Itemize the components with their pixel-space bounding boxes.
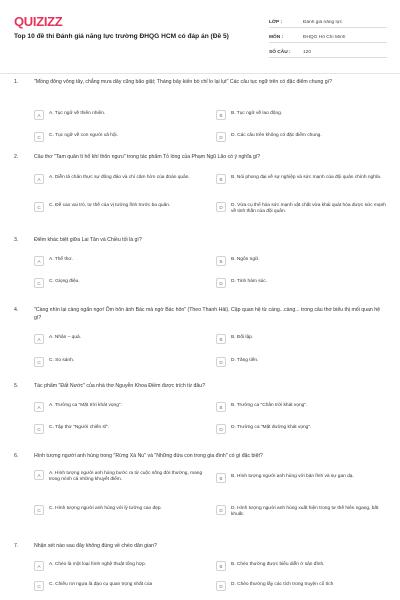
question-2 bbox=[0, 154, 400, 237]
question-text: Điểm khác biệt giữa Lai Tân và Chiều tối là gì? bbox=[34, 237, 142, 243]
meta-value: 120 bbox=[303, 50, 312, 55]
option-b[interactable] bbox=[216, 174, 392, 184]
worksheet-header bbox=[0, 0, 400, 62]
option-c[interactable] bbox=[34, 357, 210, 367]
option-text: B. Ngôn ngữ. bbox=[231, 257, 260, 262]
option-letter-badge: C bbox=[34, 132, 44, 142]
option-b[interactable] bbox=[216, 256, 392, 266]
option-letter-badge: C bbox=[34, 424, 44, 434]
question-number: 3. bbox=[14, 237, 19, 243]
option-a[interactable] bbox=[34, 402, 210, 412]
option-text: C. Hình tượng người anh hùng với lý tưởng cao đẹp. bbox=[49, 506, 162, 511]
option-c[interactable] bbox=[34, 424, 210, 434]
meta-value: ĐHQG Hồ Chí Minh bbox=[303, 35, 346, 40]
option-letter-badge: A bbox=[34, 402, 44, 412]
option-text: A. Tục ngữ về thiên nhiên. bbox=[49, 111, 106, 116]
option-text: B. Đối lập. bbox=[231, 335, 254, 340]
option-a[interactable] bbox=[34, 256, 210, 266]
option-letter-badge: D bbox=[216, 357, 226, 367]
option-text: C. Đề cao vai trò, tư thế của vị tướng lĩnh trước ba quân. bbox=[49, 203, 171, 208]
option-text: A. Nhân – quả. bbox=[49, 335, 82, 340]
option-text: C. Tập thơ "Người chiến sĩ". bbox=[49, 425, 110, 430]
option-d[interactable] bbox=[216, 424, 392, 434]
question-4 bbox=[0, 307, 400, 383]
option-text: D. Trường ca "Mặt đường khát vọng". bbox=[231, 425, 312, 430]
option-text: D. Tăng tiến. bbox=[231, 358, 259, 363]
option-a[interactable] bbox=[34, 561, 210, 571]
question-number: 4. bbox=[14, 307, 19, 313]
option-text: B. Nói phong đại về sự nghiệp và sức mạnh của đội quân chính nghĩa. bbox=[231, 175, 382, 180]
option-letter-badge: A bbox=[34, 334, 44, 344]
option-text: B. Trường ca "Chân trời khát vọng". bbox=[231, 403, 308, 408]
option-letter-badge: C bbox=[34, 505, 44, 515]
option-text: A. Thể thơ. bbox=[49, 257, 73, 262]
quizizz-logo: QUIZIZZ bbox=[14, 14, 63, 29]
meta-label: MÔN : bbox=[269, 35, 284, 40]
option-letter-badge: B bbox=[216, 473, 226, 483]
option-text: C. Tục ngữ về con người xã hội. bbox=[49, 133, 118, 138]
option-text: B. Hình tượng người anh hùng với bản lĩnh và sự gan dạ. bbox=[231, 474, 354, 479]
option-d[interactable] bbox=[216, 202, 392, 215]
option-letter-badge: D bbox=[216, 202, 226, 212]
option-letter-badge: C bbox=[34, 357, 44, 367]
option-text: C. So sánh. bbox=[49, 358, 75, 363]
question-3 bbox=[0, 237, 400, 307]
question-number: 7. bbox=[14, 543, 19, 549]
question-1 bbox=[0, 79, 400, 154]
option-letter-badge: D bbox=[216, 505, 226, 515]
option-text: A. Chèo là một loại hình nghệ thuật tổng hợp. bbox=[49, 562, 147, 567]
option-letter-badge: D bbox=[216, 424, 226, 434]
option-b[interactable] bbox=[216, 473, 392, 483]
meta-row-subject bbox=[269, 28, 387, 43]
option-letter-badge: A bbox=[34, 110, 44, 120]
option-text: A. Trường ca "Mặt trời khát vọng". bbox=[49, 403, 122, 408]
meta-label: LỚP : bbox=[269, 20, 283, 25]
option-letter-badge: D bbox=[216, 132, 226, 142]
option-b[interactable] bbox=[216, 110, 392, 120]
option-a[interactable] bbox=[34, 110, 210, 120]
option-letter-badge: D bbox=[216, 278, 226, 288]
option-text: B. Tục ngữ về lao động. bbox=[231, 111, 283, 116]
option-letter-badge: A bbox=[34, 174, 44, 184]
question-6 bbox=[0, 453, 400, 543]
option-a[interactable] bbox=[34, 334, 210, 344]
question-number: 5. bbox=[14, 383, 19, 389]
option-letter-badge: A bbox=[34, 561, 44, 571]
question-text: Nhận xét nào sau đây không đúng về chèo dân gian? bbox=[34, 543, 157, 549]
option-letter-badge: B bbox=[216, 256, 226, 266]
option-text: D. Chèo thường lấy các tích trong truyện cổ tích bbox=[231, 582, 334, 587]
meta-table bbox=[269, 13, 387, 58]
option-text: D. Tinh hàm súc. bbox=[231, 279, 267, 284]
option-a[interactable] bbox=[34, 174, 210, 184]
option-letter-badge: C bbox=[34, 581, 44, 591]
option-c[interactable] bbox=[34, 505, 210, 515]
question-number: 2. bbox=[14, 154, 19, 160]
option-b[interactable] bbox=[216, 402, 392, 412]
meta-row-count bbox=[269, 43, 387, 58]
question-text: "Mồng đông vông tây, chẳng mưa dây cũng bão giật; Tháng bảy kiến bò chỉ lo lại lụt" Các câu tục ngữ trên có đặc điểm chung gì? bbox=[34, 79, 332, 85]
option-letter-badge: D bbox=[216, 581, 226, 591]
option-d[interactable] bbox=[216, 132, 392, 142]
option-text: C. Chiếu rơi ngựa là đạo cụ quan trọng nhất của bbox=[49, 582, 153, 587]
question-number: 6. bbox=[14, 453, 19, 459]
option-b[interactable] bbox=[216, 561, 392, 571]
option-letter-badge: B bbox=[216, 402, 226, 412]
option-c[interactable] bbox=[34, 278, 210, 288]
option-d[interactable] bbox=[216, 357, 392, 367]
question-7 bbox=[0, 543, 400, 600]
meta-row-class bbox=[269, 13, 387, 28]
meta-label: SỐ CÂU : bbox=[269, 50, 291, 55]
option-text: C. Giọng điệu. bbox=[49, 279, 80, 284]
question-text: Hình tượng người anh hùng trong "Rừng Xà Nu" và "Những đứa con trong gia đình" có gì đặc biệt? bbox=[34, 453, 263, 459]
option-c[interactable] bbox=[34, 581, 210, 591]
meta-value: Đánh giá năng lực bbox=[303, 20, 343, 25]
option-letter-badge: C bbox=[34, 278, 44, 288]
question-text: Tác phẩm "Đất Nước" của nhà thơ Nguyễn Khoa Điềm được trích từ đâu? bbox=[34, 383, 206, 389]
option-text: D. Các câu trên không có đặc điểm chung. bbox=[231, 133, 322, 138]
option-text: D. Hình tượng người anh hùng xuất hiện trong tư thế hiên ngang, bất khuất. bbox=[231, 506, 379, 518]
page-title: Top 10 đề thi Đánh giá năng lực trường ĐHQG HCM có đáp án (Đề 5) bbox=[14, 33, 229, 40]
option-d[interactable] bbox=[216, 505, 392, 518]
option-a[interactable] bbox=[34, 470, 210, 483]
option-letter-badge: B bbox=[216, 561, 226, 571]
option-letter-badge: B bbox=[216, 110, 226, 120]
question-list bbox=[0, 79, 400, 600]
option-c[interactable] bbox=[34, 132, 210, 142]
option-letter-badge: B bbox=[216, 174, 226, 184]
option-text: B. Chèo thường được biểu diễn ở sân đình. bbox=[231, 562, 325, 567]
header-divider bbox=[0, 73, 400, 74]
option-d[interactable] bbox=[216, 278, 392, 288]
option-letter-badge: A bbox=[34, 470, 44, 480]
option-text: A. Diễn tả chân thực sự đông đảo và chí căm hờn của đoàn quân. bbox=[49, 175, 190, 180]
option-d[interactable] bbox=[216, 581, 392, 591]
option-letter-badge: A bbox=[34, 256, 44, 266]
question-number: 1. bbox=[14, 79, 19, 85]
question-text: "Càng nhìn lại càng ngẩn ngơ/ Ôm hôn ảnh Bác mà ngờ Bác hôn" (Theo Thanh Hải). Cặp quan hệ từ càng...càng... trong câu thơ biểu thị mối quan hệ gì? bbox=[34, 307, 381, 321]
option-text: A. Hình tượng người anh hùng bước ra từ cuộc sống đời thường, mang trong mình cả những khuyết điểm. bbox=[49, 471, 203, 483]
question-5 bbox=[0, 383, 400, 453]
option-letter-badge: B bbox=[216, 334, 226, 344]
question-text: Câu thơ "Tam quân tì hổ khí thôn ngưu" trong tác phẩm Tỏ lòng của Phạm Ngũ Lão có ý nghĩa gì? bbox=[34, 154, 261, 160]
option-b[interactable] bbox=[216, 334, 392, 344]
option-text: D. Vừa cụ thể hóa sức mạnh vật chất vừa khái quát hóa được sức mạnh về tinh thần của đội quân. bbox=[231, 203, 386, 215]
option-letter-badge: C bbox=[34, 202, 44, 212]
option-c[interactable] bbox=[34, 202, 210, 212]
